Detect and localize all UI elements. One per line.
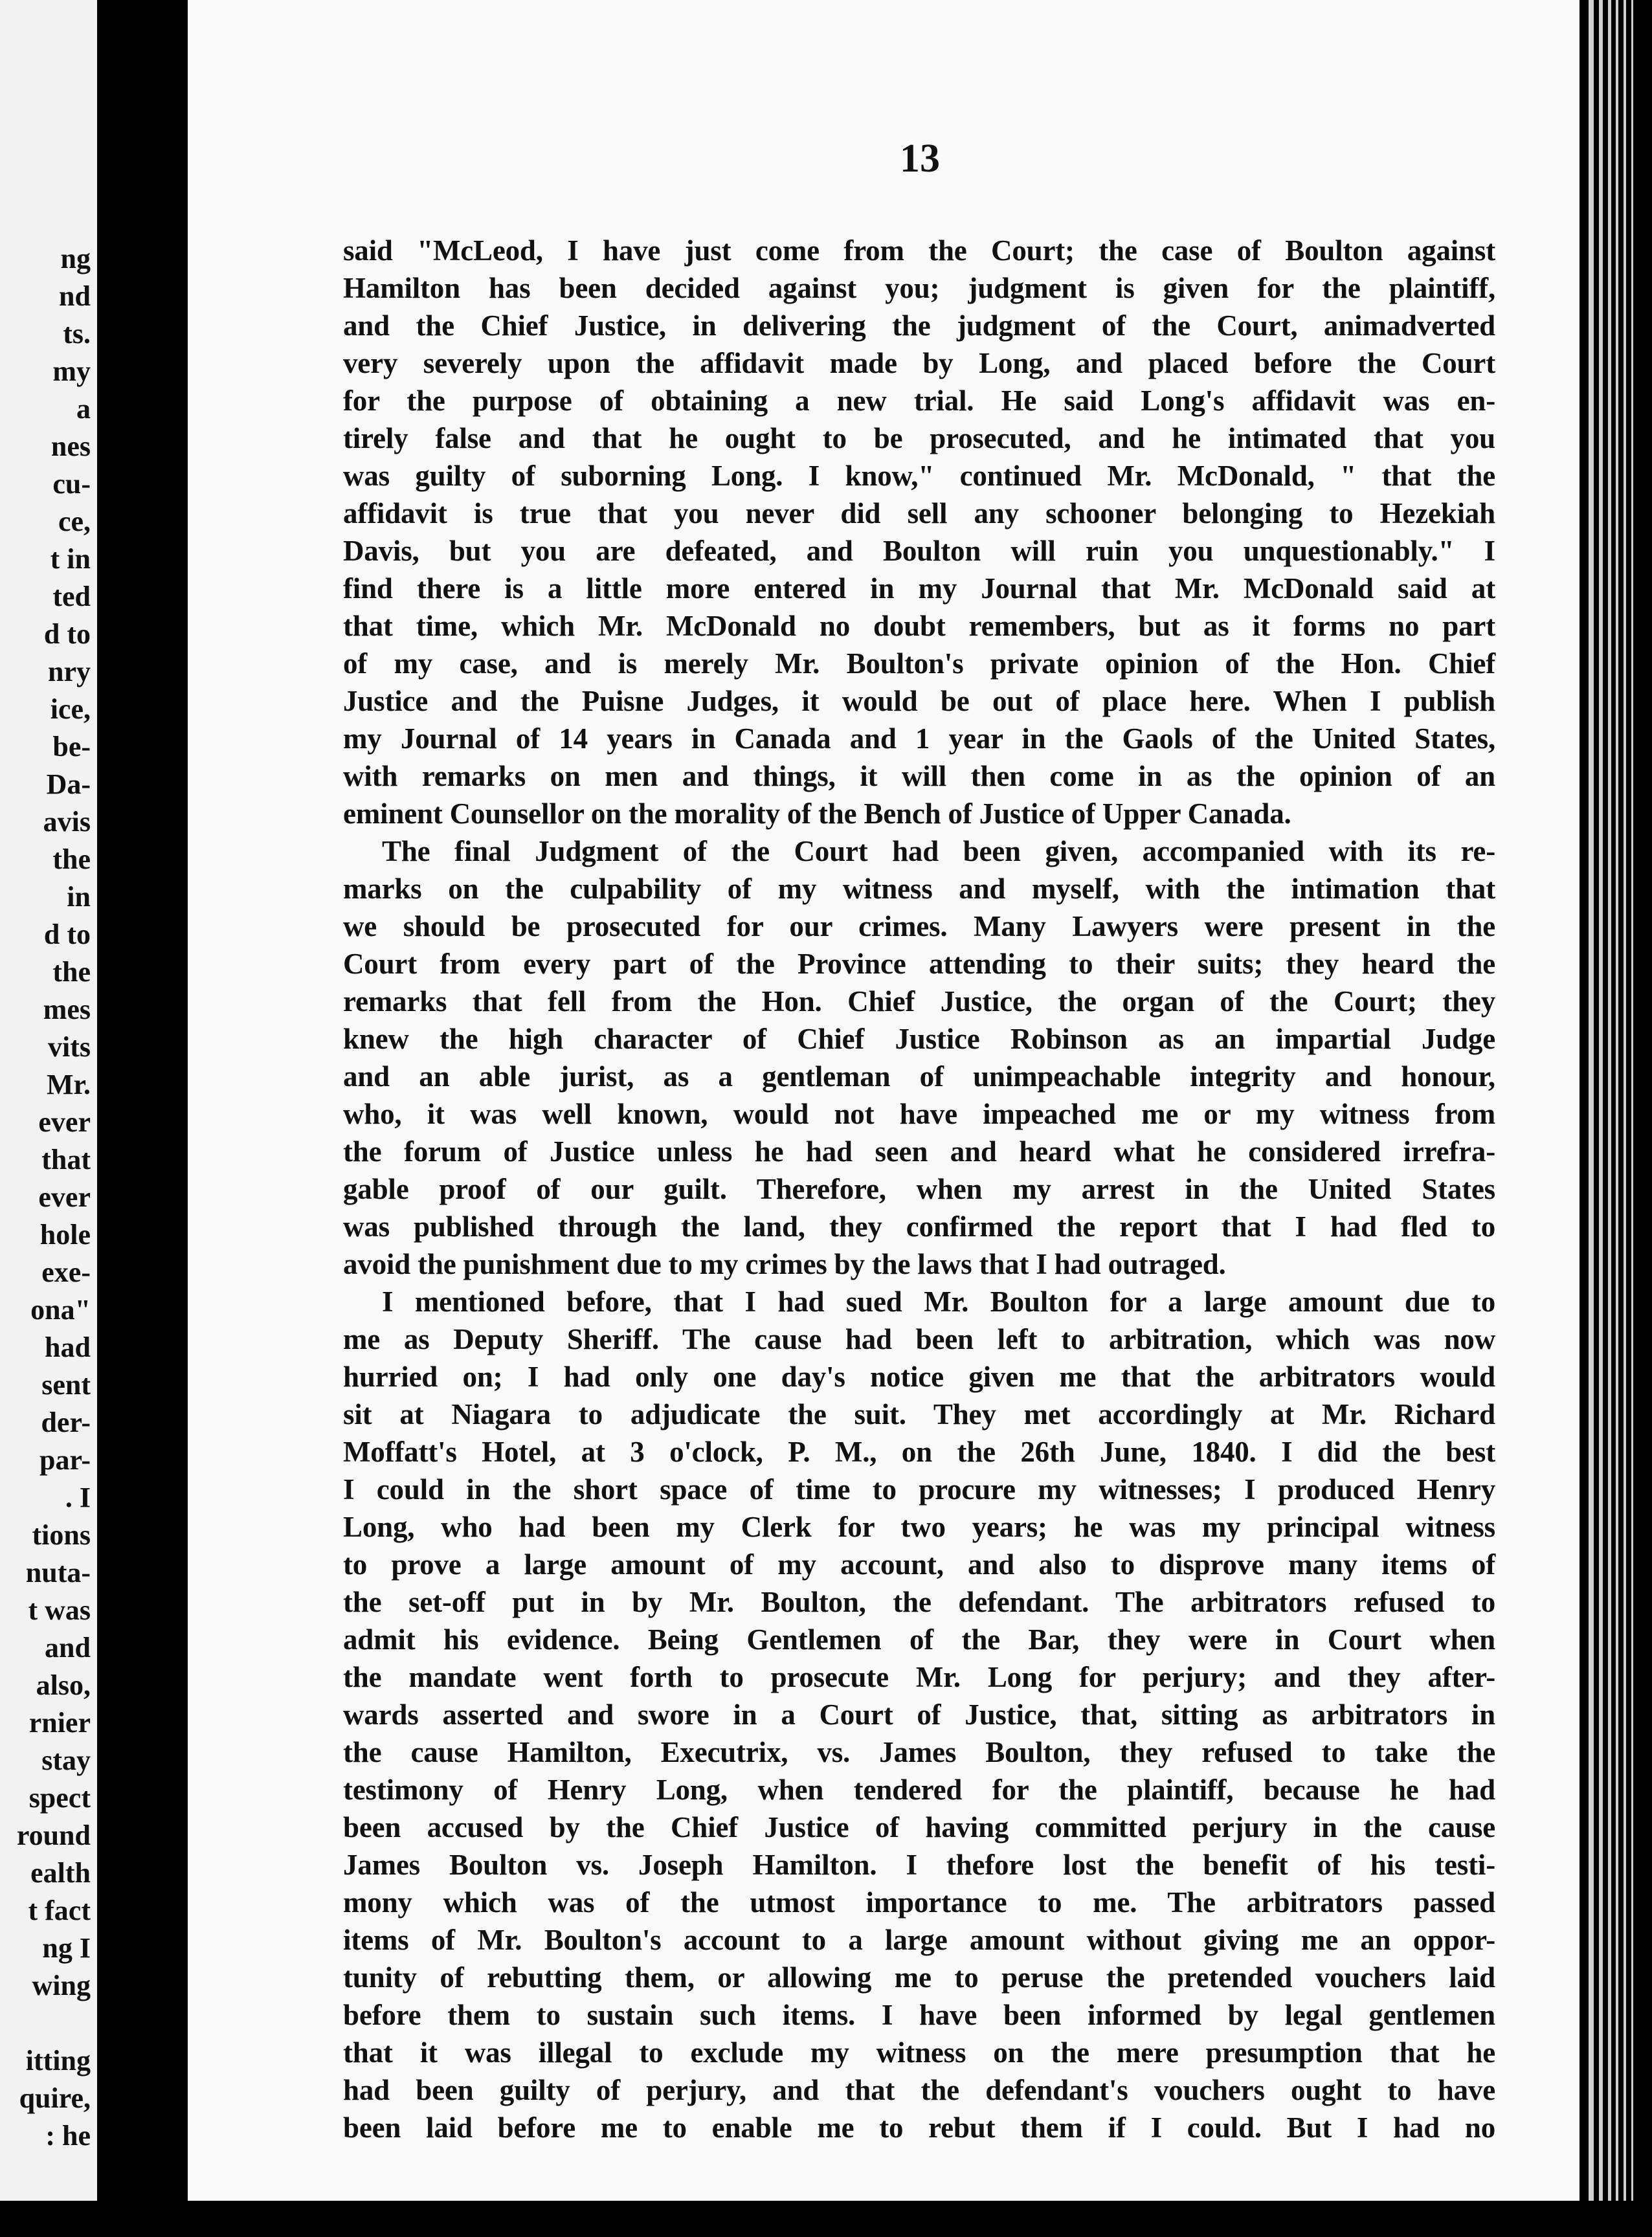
facing-page-text-fragment: quire, <box>19 2082 91 2114</box>
facing-page-text-fragment: . I <box>65 1482 91 1513</box>
facing-page-text-fragment: itting <box>25 2045 91 2076</box>
text-line: I mentioned before, that I had sued Mr. Boulton for a large amount due to <box>382 1285 1495 1318</box>
facing-page-fragment <box>0 0 97 2201</box>
text-line: James Boulton vs. Joseph Hamilton. I thefore lost the benefit of his testi- <box>343 1849 1495 1881</box>
text-line: knew the high character of Chief Justice Robinson as an impartial Judge <box>343 1023 1495 1055</box>
facing-page-text-fragment: t in <box>50 543 91 575</box>
facing-page-text-fragment: d to <box>43 918 91 950</box>
text-line: items of Mr. Boulton's account to a large amount without giving me an oppor- <box>343 1924 1495 1956</box>
facing-page-text-fragment: had <box>45 1331 91 1363</box>
text-line: was published through the land, they confirmed the report that I had fled to <box>343 1210 1495 1243</box>
text-line: wards asserted and swore in a Court of Justice, that, sitting as arbitrators in <box>343 1698 1495 1731</box>
facing-page-text-fragment: par- <box>39 1444 91 1476</box>
facing-page-text-fragment: the <box>52 843 91 875</box>
facing-page-text-fragment: der- <box>41 1407 91 1438</box>
facing-page-text-fragment: : he <box>45 2120 91 2152</box>
facing-page-text-fragment: ng <box>60 243 91 274</box>
text-line: tirely false and that he ought to be prosecuted, and he intimated that you <box>343 422 1495 454</box>
text-line: was guilty of suborning Long. I know," continued Mr. McDonald, " that the <box>343 460 1495 492</box>
facing-page-text-fragment: nes <box>50 430 91 462</box>
facing-page-text-fragment: and <box>45 1632 91 1664</box>
text-line: said "McLeod, I have just come from the Court; the case of Boulton against <box>343 234 1495 267</box>
text-line: gable proof of our guilt. Therefore, when my arrest in the United States <box>343 1173 1495 1205</box>
facing-page-text-fragment: rnier <box>28 1707 91 1739</box>
facing-page-text-fragment: ealth <box>30 1857 91 1889</box>
facing-page-text-fragment: t fact <box>28 1895 91 1926</box>
facing-page-text-fragment: ice, <box>50 693 91 725</box>
book-gutter <box>97 0 188 2237</box>
facing-page-text-fragment: vits <box>48 1031 91 1063</box>
text-line: the set-off put in by Mr. Boulton, the defendant. The arbitrators refused to <box>343 1586 1495 1618</box>
text-line: Justice and the Puisne Judges, it would be out of place here. When I publish <box>343 685 1495 717</box>
page-body-text <box>343 232 1495 2146</box>
text-line: that time, which Mr. McDonald no doubt remembers, but as it forms no part <box>343 610 1495 642</box>
text-line: hurried on; I had only one day's notice given me that the arbitrators would <box>343 1361 1495 1393</box>
text-line: the mandate went forth to prosecute Mr. Long for perjury; and they after- <box>343 1661 1495 1693</box>
text-line: eminent Counsellor on the morality of the Bench of Justice of Upper Canada. <box>343 797 1291 830</box>
text-line: affidavit is true that you never did sell any schooner belonging to Hezekiah <box>343 497 1495 529</box>
text-line: tunity of rebutting them, or allowing me to peruse the pretended vouchers laid <box>343 1961 1495 1994</box>
facing-page-text-fragment: ts. <box>63 318 91 350</box>
text-line: before them to sustain such items. I have been informed by legal gentlemen <box>343 1999 1495 2031</box>
facing-page-text-fragment: ever <box>38 1106 91 1138</box>
facing-page-text-fragment: Mr. <box>46 1069 91 1100</box>
text-line: Long, who had been my Clerk for two years; he was my principal witness <box>343 1511 1495 1543</box>
facing-page-text-fragment: ona" <box>30 1294 91 1326</box>
scan-bottom-border <box>0 2201 1652 2237</box>
facing-page-text-fragment: ce, <box>58 506 91 537</box>
facing-page-text-fragment: that <box>41 1144 91 1175</box>
text-line: testimony of Henry Long, when tendered for the plaintiff, because he had <box>343 1774 1495 1806</box>
facing-page-text-fragment: mes <box>43 994 91 1025</box>
facing-page-text-fragment: t was <box>28 1594 91 1626</box>
text-line: admit his evidence. Being Gentlemen of the Bar, they were in Court when <box>343 1623 1495 1656</box>
text-line: of my case, and is merely Mr. Boulton's private opinion of the Hon. Chief <box>343 647 1495 680</box>
text-line: Court from every part of the Province attending to their suits; they heard the <box>343 948 1495 980</box>
text-line: very severely upon the affidavit made by Long, and placed before the Court <box>343 347 1495 379</box>
text-line: and the Chief Justice, in delivering the judgment of the Court, animadverted <box>343 309 1495 342</box>
facing-page-text-fragment: sent <box>41 1369 91 1401</box>
text-line: had been guilty of perjury, and that the defendant's vouchers ought to have <box>343 2074 1495 2106</box>
text-line: been laid before me to enable me to rebut them if I could. But I had no <box>343 2111 1495 2144</box>
facing-page-text-fragment: round <box>16 1820 91 1851</box>
text-line: the cause Hamilton, Executrix, vs. James Boulton, they refused to take the <box>343 1736 1495 1768</box>
facing-page-text-fragment: also, <box>36 1669 91 1701</box>
facing-page-text-fragment: ng I <box>42 1932 91 1964</box>
facing-page-text-fragment: spect <box>28 1782 91 1814</box>
book-page <box>188 0 1579 2201</box>
text-line: Davis, but you are defeated, and Boulton will ruin you unquestionably." I <box>343 535 1495 567</box>
text-line: mony which was of the utmost importance to me. The arbitrators passed <box>343 1886 1495 1919</box>
page-edges <box>1579 0 1652 2237</box>
text-line: remarks that fell from the Hon. Chief Justice, the organ of the Court; they <box>343 985 1495 1018</box>
facing-page-text-fragment: ted <box>52 581 91 612</box>
facing-page-text-fragment: nuta- <box>25 1557 91 1588</box>
facing-page-text-fragment: wing <box>32 1970 91 2001</box>
facing-page-text-fragment: cu- <box>52 468 91 500</box>
facing-page-text-fragment: tions <box>32 1519 91 1551</box>
text-line: marks on the culpability of my witness and myself, with the intimation that <box>343 873 1495 905</box>
text-line: and an able jurist, as a gentleman of unimpeachable integrity and honour, <box>343 1060 1495 1093</box>
text-line: avoid the punishment due to my crimes by the laws that I had outraged. <box>343 1248 1226 1280</box>
facing-page-text-fragment: Da- <box>46 768 91 800</box>
text-line: The final Judgment of the Court had been given, accompanied with its re- <box>382 835 1495 867</box>
facing-page-text-fragment: the <box>52 956 91 988</box>
text-line: find there is a little more entered in my Journal that Mr. McDonald said at <box>343 572 1495 605</box>
facing-page-text-fragment: hole <box>39 1219 91 1251</box>
text-line: sit at Niagara to adjudicate the suit. They met accordingly at Mr. Richard <box>343 1398 1495 1430</box>
facing-page-text-fragment: nry <box>48 656 91 687</box>
facing-page-text-fragment: ever <box>38 1181 91 1213</box>
text-line: who, it was well known, would not have impeached me or my witness from <box>343 1098 1495 1130</box>
facing-page-text-fragment: avis <box>43 806 91 838</box>
text-line: my Journal of 14 years in Canada and 1 year in the Gaols of the United States, <box>343 722 1495 755</box>
text-line: the forum of Justice unless he had seen and heard what he considered irrefra- <box>343 1135 1495 1168</box>
text-line: Hamilton has been decided against you; judgment is given for the plaintiff, <box>343 272 1495 304</box>
facing-page-text-fragment: be- <box>52 731 91 762</box>
text-line: we should be prosecuted for our crimes. Many Lawyers were present in the <box>343 910 1495 942</box>
facing-page-text-fragment: my <box>52 355 91 387</box>
text-line: to prove a large amount of my account, and also to disprove many items of <box>343 1548 1495 1581</box>
text-line: for the purpose of obtaining a new trial. He said Long's affidavit was en- <box>343 384 1495 417</box>
text-line: been accused by the Chief Justice of having committed perjury in the cause <box>343 1811 1495 1843</box>
text-line: that it was illegal to exclude my witness on the mere presumption that he <box>343 2036 1495 2069</box>
text-line: I could in the short space of time to procure my witnesses; I produced Henry <box>343 1473 1495 1506</box>
facing-page-text-fragment: in <box>67 881 91 913</box>
text-line: with remarks on men and things, it will then come in as the opinion of an <box>343 760 1495 792</box>
facing-page-text-fragment: exe- <box>41 1256 91 1288</box>
text-line: me as Deputy Sheriff. The cause had been left to arbitration, which was now <box>343 1323 1495 1355</box>
facing-page-text-fragment: a <box>76 393 91 425</box>
facing-page-text-fragment: d to <box>43 618 91 650</box>
facing-page-text-fragment: nd <box>59 280 91 312</box>
page-number: 13 <box>900 137 940 181</box>
facing-page-text-fragment: stay <box>41 1744 91 1776</box>
text-line: Moffatt's Hotel, at 3 o'clock, P. M., on the 26th June, 1840. I did the best <box>343 1436 1495 1468</box>
